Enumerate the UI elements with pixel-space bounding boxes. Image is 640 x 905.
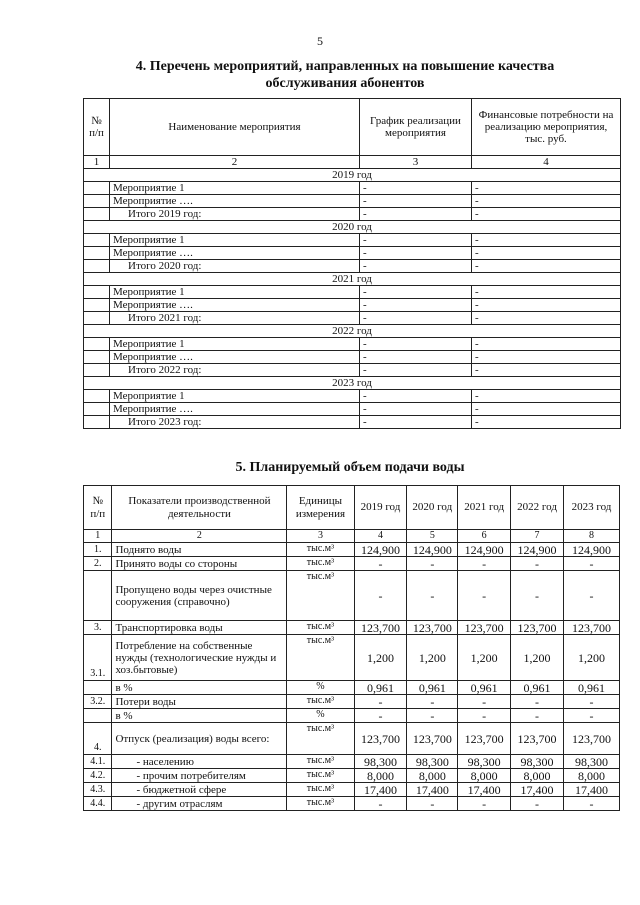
year-value: 1,200 <box>407 635 458 681</box>
unit-of-measure: тыс.м³ <box>287 557 354 571</box>
year-value: 98,300 <box>511 755 564 769</box>
measures-body <box>84 169 621 429</box>
measure-total: Итого 2022 год: <box>110 364 360 377</box>
measure-row <box>84 234 621 247</box>
col-number: 3 <box>360 156 472 169</box>
measure-row <box>84 364 621 377</box>
measure-name: Мероприятие 1 <box>110 234 360 247</box>
year-label: 2022 год <box>84 325 621 338</box>
year-value: 0,961 <box>407 681 458 695</box>
year-value: 17,400 <box>458 783 511 797</box>
section-4-title: 4. Перечень мероприятий, направленных на повышение качества обслуживания абонентов <box>135 59 555 91</box>
year-row <box>84 169 621 182</box>
year-value: 8,000 <box>354 769 407 783</box>
unit-of-measure: % <box>287 709 354 723</box>
measure-schedule: - <box>360 182 472 195</box>
year-value: - <box>407 709 458 723</box>
indicator-row <box>84 557 620 571</box>
measure-row <box>84 260 621 273</box>
col-number: 6 <box>458 530 511 543</box>
measure-finance: - <box>472 351 621 364</box>
measure-name: Мероприятие …. <box>110 247 360 260</box>
row-number <box>84 571 112 621</box>
col-number: 1 <box>84 530 112 543</box>
indicator-name: - бюджетной сфере <box>112 783 287 797</box>
col-number: 4 <box>354 530 407 543</box>
year-value: 123,700 <box>511 723 564 755</box>
year-value: - <box>563 797 619 811</box>
year-value: - <box>563 709 619 723</box>
year-row <box>84 273 621 286</box>
unit-of-measure: тыс.м³ <box>287 723 354 755</box>
unit-of-measure: тыс.м³ <box>287 755 354 769</box>
year-value: 123,700 <box>354 723 407 755</box>
indicator-row <box>84 681 620 695</box>
year-value: 123,700 <box>563 723 619 755</box>
year-value: 124,900 <box>511 543 564 557</box>
indicator-name: Транспортировка воды <box>112 621 287 635</box>
measure-row <box>84 208 621 221</box>
header-number: № п/п <box>84 486 112 530</box>
indicator-row <box>84 723 620 755</box>
row-number <box>84 709 112 723</box>
year-value: - <box>511 797 564 811</box>
water-supply-body <box>84 543 620 811</box>
year-value: - <box>354 557 407 571</box>
year-value: 98,300 <box>407 755 458 769</box>
row-number <box>84 681 112 695</box>
year-value: 123,700 <box>354 621 407 635</box>
measure-name: Мероприятие …. <box>110 299 360 312</box>
measure-finance: - <box>472 260 621 273</box>
year-label: 2020 год <box>84 221 621 234</box>
measure-finance: - <box>472 299 621 312</box>
year-label: 2023 год <box>84 377 621 390</box>
measure-number <box>84 351 110 364</box>
col-number: 3 <box>287 530 354 543</box>
measure-schedule: - <box>360 247 472 260</box>
measure-number <box>84 247 110 260</box>
year-value: 123,700 <box>563 621 619 635</box>
year-value: 124,900 <box>354 543 407 557</box>
measure-row <box>84 403 621 416</box>
year-label: 2021 год <box>84 273 621 286</box>
measure-name: Мероприятие 1 <box>110 390 360 403</box>
year-row <box>84 377 621 390</box>
measure-schedule: - <box>360 234 472 247</box>
measure-total: Итого 2023 год: <box>110 416 360 429</box>
measure-schedule: - <box>360 260 472 273</box>
year-value: 123,700 <box>511 621 564 635</box>
unit-of-measure: % <box>287 681 354 695</box>
indicator-name: - прочим потребителям <box>112 769 287 783</box>
measure-name: Мероприятие …. <box>110 195 360 208</box>
indicator-name: Принято воды со стороны <box>112 557 287 571</box>
measure-total: Итого 2019 год: <box>110 208 360 221</box>
year-value: - <box>511 695 564 709</box>
year-value: - <box>407 695 458 709</box>
year-value: 123,700 <box>458 621 511 635</box>
measure-number <box>84 260 110 273</box>
measure-number <box>84 286 110 299</box>
measure-row <box>84 299 621 312</box>
year-value: - <box>407 557 458 571</box>
unit-of-measure: тыс.м³ <box>287 797 354 811</box>
measure-row <box>84 351 621 364</box>
measure-finance: - <box>472 416 621 429</box>
measure-number <box>84 416 110 429</box>
year-value: 17,400 <box>563 783 619 797</box>
year-value: 98,300 <box>458 755 511 769</box>
unit-of-measure: тыс.м³ <box>287 783 354 797</box>
year-label: 2019 год <box>84 169 621 182</box>
header-year: 2022 год <box>511 486 564 530</box>
measure-number <box>84 299 110 312</box>
indicator-row <box>84 635 620 681</box>
year-value: - <box>563 571 619 621</box>
measure-finance: - <box>472 312 621 325</box>
measure-number <box>84 364 110 377</box>
indicator-row <box>84 621 620 635</box>
year-value: 17,400 <box>407 783 458 797</box>
year-value: - <box>563 695 619 709</box>
row-number: 4. <box>84 723 112 755</box>
measure-row <box>84 286 621 299</box>
year-value: - <box>458 571 511 621</box>
water-supply-table <box>83 485 620 811</box>
measure-schedule: - <box>360 299 472 312</box>
measure-schedule: - <box>360 338 472 351</box>
year-value: - <box>354 709 407 723</box>
measures-table <box>83 98 621 429</box>
unit-of-measure: тыс.м³ <box>287 543 354 557</box>
year-row <box>84 221 621 234</box>
year-value: 1,200 <box>458 635 511 681</box>
year-value: 8,000 <box>563 769 619 783</box>
measure-row <box>84 390 621 403</box>
header-year: 2020 год <box>407 486 458 530</box>
measure-schedule: - <box>360 403 472 416</box>
measure-finance: - <box>472 364 621 377</box>
measure-number <box>84 403 110 416</box>
col-number: 2 <box>110 156 360 169</box>
measure-schedule: - <box>360 312 472 325</box>
year-value: 1,200 <box>563 635 619 681</box>
year-value: 98,300 <box>563 755 619 769</box>
indicator-name: в % <box>112 709 287 723</box>
indicator-name: Отпуск (реализация) воды всего: <box>112 723 287 755</box>
measure-finance: - <box>472 247 621 260</box>
year-value: 124,900 <box>563 543 619 557</box>
year-value: - <box>458 797 511 811</box>
measure-row <box>84 416 621 429</box>
measure-number <box>84 234 110 247</box>
row-number: 3.1. <box>84 635 112 681</box>
indicator-name: Потери воды <box>112 695 287 709</box>
unit-of-measure: тыс.м³ <box>287 571 354 621</box>
indicator-name: Поднято воды <box>112 543 287 557</box>
measure-row <box>84 312 621 325</box>
year-value: - <box>563 557 619 571</box>
row-number: 3. <box>84 621 112 635</box>
row-number: 4.1. <box>84 755 112 769</box>
unit-of-measure: тыс.м³ <box>287 695 354 709</box>
year-value: 123,700 <box>407 723 458 755</box>
unit-of-measure: тыс.м³ <box>287 621 354 635</box>
year-value: 8,000 <box>511 769 564 783</box>
header-number: № п/п <box>84 99 110 156</box>
indicator-row <box>84 797 620 811</box>
year-value: 17,400 <box>354 783 407 797</box>
row-number: 3.2. <box>84 695 112 709</box>
col-number: 5 <box>407 530 458 543</box>
year-value: 1,200 <box>354 635 407 681</box>
measure-number <box>84 312 110 325</box>
measure-schedule: - <box>360 195 472 208</box>
measure-name: Мероприятие 1 <box>110 286 360 299</box>
header-measure-name: Наименование мероприятия <box>110 99 360 156</box>
year-value: 124,900 <box>407 543 458 557</box>
col-number: 8 <box>563 530 619 543</box>
year-value: - <box>354 571 407 621</box>
header-finance: Финансовые потребности на реализацию мероприятия, тыс. руб. <box>472 99 621 156</box>
measure-total: Итого 2021 год: <box>110 312 360 325</box>
year-value: 123,700 <box>407 621 458 635</box>
measure-name: Мероприятие 1 <box>110 338 360 351</box>
year-value: 0,961 <box>563 681 619 695</box>
measure-schedule: - <box>360 390 472 403</box>
row-number: 1. <box>84 543 112 557</box>
header-year: 2021 год <box>458 486 511 530</box>
year-value: 98,300 <box>354 755 407 769</box>
year-value: - <box>458 709 511 723</box>
measure-name: Мероприятие …. <box>110 403 360 416</box>
col-number: 4 <box>472 156 621 169</box>
header-indicator: Показатели производственной деятельности <box>112 486 287 530</box>
measure-schedule: - <box>360 416 472 429</box>
header-schedule: График реализации мероприятия <box>360 99 472 156</box>
measure-finance: - <box>472 286 621 299</box>
year-value: 17,400 <box>511 783 564 797</box>
indicator-row <box>84 769 620 783</box>
year-value: 0,961 <box>458 681 511 695</box>
measure-row <box>84 247 621 260</box>
measure-number <box>84 182 110 195</box>
measure-finance: - <box>472 208 621 221</box>
indicator-row <box>84 695 620 709</box>
measure-finance: - <box>472 234 621 247</box>
measure-schedule: - <box>360 208 472 221</box>
indicator-row <box>84 755 620 769</box>
measure-schedule: - <box>360 364 472 377</box>
col-number: 1 <box>84 156 110 169</box>
col-number: 7 <box>511 530 564 543</box>
measure-finance: - <box>472 403 621 416</box>
header-unit: Единицы измерения <box>287 486 354 530</box>
row-number: 4.3. <box>84 783 112 797</box>
year-value: 0,961 <box>511 681 564 695</box>
year-value: - <box>407 797 458 811</box>
indicator-row <box>84 543 620 557</box>
measure-finance: - <box>472 195 621 208</box>
indicator-name: в % <box>112 681 287 695</box>
year-value: - <box>458 557 511 571</box>
measure-row <box>84 182 621 195</box>
year-value: - <box>511 557 564 571</box>
measure-finance: - <box>472 338 621 351</box>
measure-name: Мероприятие 1 <box>110 182 360 195</box>
year-value: - <box>511 571 564 621</box>
indicator-row <box>84 571 620 621</box>
indicator-name: Пропущено воды через очистные сооружения (справочно) <box>112 571 287 621</box>
indicator-name: - населению <box>112 755 287 769</box>
year-row <box>84 325 621 338</box>
year-value: - <box>354 797 407 811</box>
year-value: 123,700 <box>458 723 511 755</box>
row-number: 2. <box>84 557 112 571</box>
measure-number <box>84 195 110 208</box>
unit-of-measure: тыс.м³ <box>287 635 354 681</box>
year-value: 1,200 <box>511 635 564 681</box>
measure-number <box>84 208 110 221</box>
row-number: 4.4. <box>84 797 112 811</box>
year-value: 0,961 <box>354 681 407 695</box>
measure-name: Мероприятие …. <box>110 351 360 364</box>
measure-schedule: - <box>360 351 472 364</box>
unit-of-measure: тыс.м³ <box>287 769 354 783</box>
measure-number <box>84 390 110 403</box>
year-value: - <box>511 709 564 723</box>
year-value: 8,000 <box>458 769 511 783</box>
header-year: 2023 год <box>563 486 619 530</box>
year-value: - <box>407 571 458 621</box>
measure-total: Итого 2020 год: <box>110 260 360 273</box>
measure-number <box>84 338 110 351</box>
row-number: 4.2. <box>84 769 112 783</box>
year-value: - <box>354 695 407 709</box>
indicator-row <box>84 709 620 723</box>
indicator-name: Потребление на собственные нужды (технологические нужды и хоз.бытовые) <box>112 635 287 681</box>
section-5-title: 5. Планируемый объем подачи воды <box>235 460 465 475</box>
measure-row <box>84 195 621 208</box>
header-year: 2019 год <box>354 486 407 530</box>
year-value: 8,000 <box>407 769 458 783</box>
year-value: 124,900 <box>458 543 511 557</box>
measure-finance: - <box>472 390 621 403</box>
measure-row <box>84 338 621 351</box>
measure-schedule: - <box>360 286 472 299</box>
page-number: 5 <box>317 34 323 48</box>
col-number: 2 <box>112 530 287 543</box>
year-value: - <box>458 695 511 709</box>
indicator-row <box>84 783 620 797</box>
indicator-name: - другим отраслям <box>112 797 287 811</box>
measure-finance: - <box>472 182 621 195</box>
